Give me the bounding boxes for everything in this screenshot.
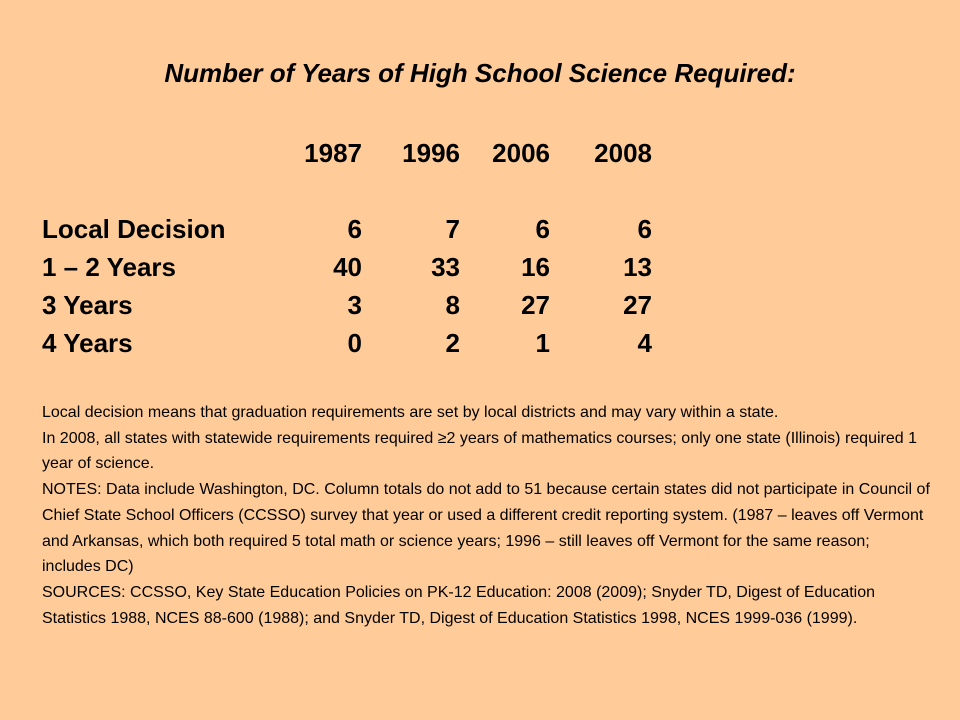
- row-label: 1 – 2 Years: [42, 252, 176, 282]
- table-cell: 6: [347, 214, 362, 244]
- table-cell: 0: [347, 328, 362, 358]
- table-cell: 27: [521, 290, 550, 320]
- slide-title: Number of Years of High School Science Required:: [164, 58, 796, 88]
- table-cell: 4: [637, 328, 652, 358]
- footnote-sources: SOURCES: CCSSO, Key State Education Policies on PK-12 Education: 2008 (2009); Snyder TD, Digest of Education Statistics 1988, NCES 88-600 (1988); and Snyder TD, Digest of Education Statistics 1998, NCES 1999-036 (1999).: [42, 583, 876, 627]
- table-cell: 6: [637, 214, 652, 244]
- footnote-2008: In 2008, all states with statewide requirements required ≥2 years of mathematics courses; only one state (Illinois) required 1 year of science.: [42, 429, 917, 473]
- table-cell: 6: [535, 214, 550, 244]
- year-header: 1987: [304, 138, 362, 168]
- table-cell: 3: [347, 290, 362, 320]
- table-cell: 2: [445, 328, 460, 358]
- row-label: Local Decision: [42, 214, 226, 244]
- row-label: 3 Years: [42, 290, 133, 320]
- table-cell: 33: [431, 252, 460, 282]
- row-label: 4 Years: [42, 328, 133, 358]
- table-cell: 40: [333, 252, 362, 282]
- table-cell: 7: [445, 214, 460, 244]
- year-header: 2006: [492, 138, 550, 168]
- footnote-local-decision: Local decision means that graduation requirements are set by local districts and may vary within a state.: [42, 404, 779, 421]
- footnote-notes: NOTES: Data include Washington, DC. Column totals do not add to 51 because certain states did not participate in Council of Chief State School Officers (CCSSO) survey that year or used a different credit reporting system. (1987 – leaves off Vermont and Arkansas, which both required 5 total math or science years; 1996 – still leaves off Vermont for the same reason; includes DC): [42, 481, 930, 576]
- year-header: 2008: [594, 138, 652, 168]
- year-header: 1996: [402, 138, 460, 168]
- table-cell: 8: [445, 290, 460, 320]
- table-cell: 1: [535, 328, 550, 358]
- table-cell: 27: [623, 290, 652, 320]
- footnotes: [42, 400, 932, 631]
- table-cell: 13: [623, 252, 652, 282]
- table-cell: 16: [521, 252, 550, 282]
